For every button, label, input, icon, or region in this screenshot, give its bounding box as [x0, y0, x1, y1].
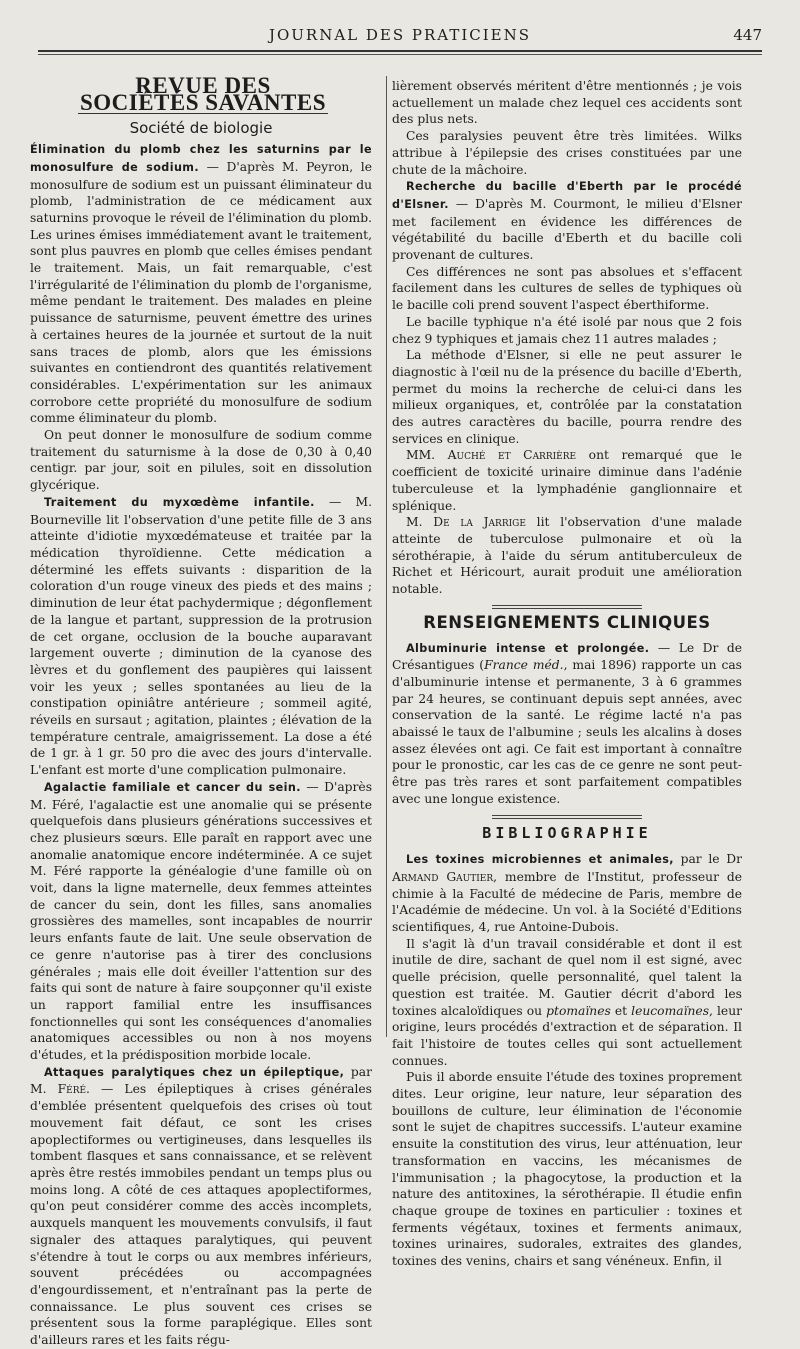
paragraph [392, 851, 742, 936]
section-divider [492, 815, 642, 819]
paragraph-text: MM. [406, 448, 448, 463]
paragraph-text: M. [406, 515, 434, 530]
paragraph-body: ont remarqué que le coefficient de toxicité urinaire diminue dans l'adénie tuberculeuse et la lymphadénie ganglionnaire et splénique. [392, 448, 743, 513]
left-column [30, 73, 373, 1349]
section-title: RENSEIGNEMENTS CLINIQUES [423, 612, 711, 632]
paragraph-body: , membre de l'Institut, professeur de chimie à la Faculté de médecine de Paris, membre de l'Académie de médecine. Un vol. à la Société d'Editions scientifiques, 4, rue Antoine-Dubois. [392, 869, 743, 935]
paragraph-body: , mai 1896) rapporte un cas d'albuminurie intense et permanente, 3 à 6 grammes par 24 heures, se continuant depuis sept années, avec conservation de la santé. Le régime lacté n'a pas abaissé le taux de l'albumine ; seuls les alcalins à doses assez élevées ont agi. Ce fait est important à connaître pour le pronostic, car les cas de ce genre ne sont peut-être pas très rares et sont parfaitement compatibles avec une longue existence. [392, 658, 742, 806]
paragraph [392, 178, 742, 264]
paragraph-lead: Albuminurie intense et prolongée. [406, 641, 650, 655]
paragraph: Ces paralysies peuvent être très limitées. Wilks attribue à l'épilepsie des crises constituées par une chute de la mâchoire. [392, 129, 742, 177]
paragraph [392, 936, 742, 1070]
right-column [392, 78, 742, 1270]
author-name: De la Jarrige [433, 515, 526, 530]
journal-title: JOURNAL DES PRATICIENS [268, 26, 532, 44]
header-rule-thin [38, 54, 762, 55]
section-title: BIBLIOGRAPHIE [482, 823, 652, 842]
paragraph-lead: Élimination du plomb chez les saturnins par le monosulfure de sodium. [30, 143, 372, 174]
author-name: Féré. [57, 1082, 90, 1097]
paragraph: Puis il aborde ensuite l'étude des toxines proprement dites. Leur origine, leur nature, leur séparation des bouillons de culture, leur élimination de l'économie sont le sujet de chapitres successifs. L'auteur examine ensuite la constitution des virus, leur atténuation, leur transformation en vaccins, les mécanismes de l'immunisation ; la phagocytose, la production et la nature des antitoxines, la sérothérapie. Il étudie enfin chaque groupe de toxines en particulier : toxines et ferments végétaux, toxines et ferments animaux, toxines urinaires, sudorales, extraites des glandes, toxines des venins, chairs et sang vénéneux. Enfin, il [392, 1070, 742, 1269]
column-separator [386, 76, 387, 1037]
paragraph-lead: Agalactie familiale et cancer du sein. [44, 780, 301, 794]
source-title: France méd. [484, 658, 564, 673]
paragraph-lead: Les toxines microbiennes et animales, [406, 853, 674, 867]
paragraph-body: — D'après M. Peyron, le monosulfure de sodium est un puissant éliminateur du plomb, l'administration de ce médicament aux saturnins provoque le réveil de l'élimination du plomb. Les urines émises immédiatement avant le traitement, sont plus pauvres en plomb que celles émises pendant le traitement. Mais, un fait remarquable, c'est l'irrégularité de l'élimination du plomb de l'organisme, même pendant le traitement. Des malades en pleine puissance de saturnisme, peuvent émettre des urines à certaines heures de la journée et surtout de la nuit sans traces de plomb, alors que les émissions suivantes en contiendront des quantités relativement considérables. L'expérimentation sur les animaux corrobore cette propriété du monosulfure de sodium comme éliminateur du plomb. [30, 159, 373, 426]
paragraph-text: , leur origine, leurs procédés d'extraction et de séparation. Il fait l'histoire de toutes celles qui sont actuellement connues. [392, 1003, 742, 1068]
italic-term: leucomaïnes [631, 1003, 710, 1018]
paragraph-lead: Recherche du bacille d'Eberth par le procédé d'Elsner. [392, 180, 742, 211]
paragraph [392, 447, 742, 514]
author-name: Armand Gautier [392, 869, 494, 884]
paragraph-text: par M. [30, 1064, 372, 1097]
paragraph-body: — D'après M. Féré, l'agalactie est une anomalie qui se présente quelquefois dans plusieurs générations successives et chez plusieurs sœurs. Elle paraît en rapport avec une anomalie anatomique encore indéterminée. A ce sujet M. Féré rapporte la généalogie d'une famille où on voit, dans la ligne maternelle, deux femmes atteintes de cancer du sein, dont les filles, sans anomalies grossières des mamelles, sont incapables de nourrir leurs enfants faute de lait. Une seule observation de ce genre n'autorise pas à tirer des conclusions générales ; mais elle doit éveiller l'attention sur des faits qui sont de nature à faire soupçonner qu'il existe un rapport familial entre les insuffisances fonctionnelles qui sont les conséquences d'anomalies anatomiques accessibles ou non à nos moyens d'études, et la prédisposition morbide locale. [30, 779, 373, 1063]
paragraph: La méthode d'Elsner, si elle ne peut assurer le diagnostic à l'œil nu de la présence du bacille d'Eberth, permet du moins la recherche de celui-ci dans les milieux organiques, et, contrôlée par la constatation des autres caractères du bacille, pourra rendre des services en clinique. [392, 348, 742, 446]
paragraph [30, 1064, 372, 1349]
paragraph-lead: Traitement du myxœdème infantile. [44, 495, 315, 509]
paragraph: On peut donner le monosulfure de sodium comme traitement du saturnisme à la dose de 0,30 à 0,40 centigr. par jour, soit en pilules, soit en dissolution glycérique. [30, 428, 372, 493]
paragraph-text: Il s'agit là d'un travail considérable et dont il est inutile de dire, sachant de quel nom il est signé, avec quelle précision, quelle personnalité, quel talent la question est traitée. M. Gautier décrit d'abord les toxines alcaloïdiques ou [392, 936, 742, 1018]
paragraph-lead: Attaques paralytiques chez un épileptique, [44, 1065, 345, 1079]
paragraph [30, 494, 372, 779]
section-divider [492, 605, 642, 609]
paragraph [30, 141, 372, 427]
page-number: 447 [733, 26, 762, 44]
running-header [38, 26, 762, 48]
paragraph: Ces différences ne sont pas absolues et s'effacent facilement dans les cultures de selles de typhiques où le bacille coli prend souvent l'aspect éberthiforme. [392, 264, 742, 313]
paragraph [30, 779, 372, 1064]
paragraph [392, 514, 742, 598]
paragraph-body: — M. Bourneville lit l'observation d'une petite fille de 3 ans atteinte d'idiotie myxœdémateuse et traitée par la médication thyroïdienne. Cette médication a déterminé les effets suivants : disparition de la coloration d'un rouge vineux des pieds et des mains ; diminution de leur état pachydermique ; dégonflement de la langue et partant, suppression de la protrusion de cet organe, occlusion de la bouche auparavant largement ouverte ; diminution de la cyanose des lèvres et du gonflement des paupières qui laissent voir les yeux ; selles spontanées au lieu de la constipation opiniâtre antérieure ; sommeil agité, réveils en sursaut ; agitation, plaintes ; élévation de la température centrale, amaigrissement. La dose a été de 1 gr. à 1 gr. 50 pro die avec des jours d'intervalle. L'enfant est morte d'une complication pulmonaire. [30, 494, 373, 778]
paragraph-text: par le Dr [673, 852, 742, 867]
paragraph: lièrement observés méritent d'être mentionnés ; je vois actuellement un malade chez lequel ces accidents sont des plus nets. [392, 79, 742, 127]
paragraph [392, 640, 742, 808]
paragraph-text: et [610, 1003, 632, 1018]
subsection-title: Société de biologie [129, 119, 273, 138]
paragraph-body: — D'après M. Courmont, le milieu d'Elsner met facilement en évidence les différences de végétabilité du bacille d'Eberth et du bacille coli provenant de cultures. [392, 196, 742, 263]
paragraph-body: — Les épileptiques à crises générales d'emblée présentent quelquefois des crises où tout mouvement fait défaut, ce sont les crises apoplectiformes ou vertigineuses, dans lesquelles ils tombent flasques et sans connaissance, et se relèvent après être restés immobiles pendant un temps plus ou moins long. A côté de ces attaques apoplectiformes, qu'on peut considérer comme des accès incomplets, auxquels manquent les mouvements convulsifs, il faut signaler des attaques paralytiques, qui peuvent s'étendre à tout le corps ou aux membres inférieurs, souvent précédées ou accompagnées d'engourdissement, et n'entraînant pas la perte de connaissance. Le plus souvent ces crises se présentent sous la forme paraplégique. Elles sont d'ailleurs rares et les faits régu- [30, 1082, 372, 1348]
author-name: Auché et Carrière [447, 448, 577, 463]
paragraph: Le bacille typhique n'a été isolé par nous que 2 fois chez 9 typhiques et jamais chez 11 autres malades ; [392, 314, 742, 346]
section-title: REVUE DES SOCIÉTÉS SAVANTES [79, 73, 327, 115]
paragraph-text: — Le Dr de Crésantigues ( [392, 640, 742, 673]
paragraph-body: lit l'observation d'une malade atteinte de tuberculose pulmonaire et où la sérothérapie, à l'aide du sérum antituberculeux de Richet et Héricourt, aurait produit une amélioration notable. [392, 515, 742, 597]
italic-term: ptomaïnes [546, 1003, 611, 1018]
header-rule [38, 50, 762, 52]
